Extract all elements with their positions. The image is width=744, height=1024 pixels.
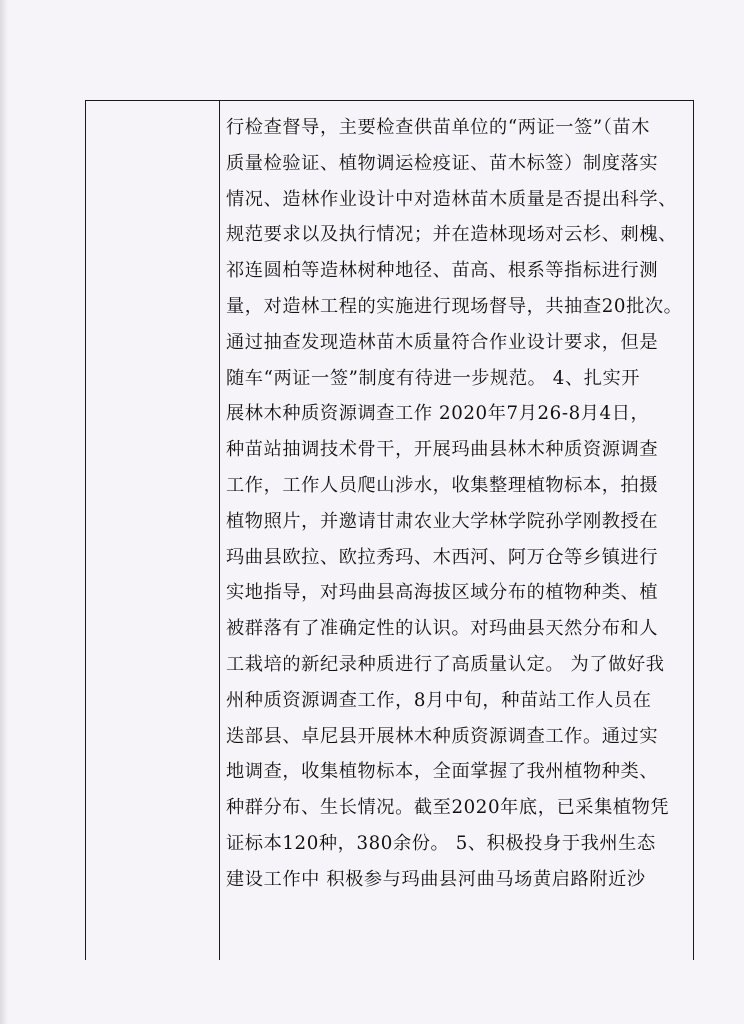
text-line: 工栽培的新纪录种质进行了高质量认定。 为了做好我	[226, 653, 665, 675]
text-line: 实地指导，对玛曲县高海拔区域分布的植物种类、植	[226, 582, 659, 604]
text-line: 工作，工作人员爬山涉水，收集整理植物标本，拍摄	[226, 474, 659, 496]
table-column-divider	[219, 100, 220, 960]
text-line: 州种质资源调查工作，8月中旬，种苗站工作人员在	[226, 689, 652, 711]
text-line: 被群落有了准确定性的认识。对玛曲县天然分布和人	[226, 618, 659, 640]
text-line: 建设工作中 积极参与玛曲县河曲马场黄启路附近沙	[226, 868, 646, 890]
text-line: 种苗站抽调技术骨干，开展玛曲县林木种质资源调查	[226, 439, 659, 461]
text-line: 量，对造林工程的实施进行现场督导，共抽查20批次。	[226, 295, 683, 317]
text-line: 规范要求以及执行情况；并在造林现场对云杉、刺槐、	[226, 224, 677, 246]
text-line: 玛曲县欧拉、欧拉秀玛、木西河、阿万仓等乡镇进行	[226, 546, 659, 568]
text-line: 随车“两证一签”制度有待进一步规范。 4、扎实开	[226, 367, 641, 389]
text-line: 迭部县、卓尼县开展林木种质资源调查工作。通过实	[226, 725, 659, 747]
text-line: 通过抽查发现造林苗木质量符合作业设计要求，但是	[226, 331, 659, 353]
text-line: 证标本120种，380余份。 5、积极投身于我州生态	[226, 832, 656, 854]
text-line: 植物照片，并邀请甘肃农业大学林学院孙学刚教授在	[226, 510, 659, 532]
text-line: 情况、造林作业设计中对造林苗木质量是否提出科学、	[226, 188, 677, 210]
content-cell	[226, 110, 688, 898]
text-line: 行检查督导，主要检查供苗单位的“两证一签”（苗木	[226, 117, 651, 138]
text-line: 质量检验证、植物调运检疫证、苗木标签）制度落实	[226, 152, 659, 174]
text-line: 地调查，收集植物标本，全面掌握了我州植物种类、	[226, 761, 659, 783]
scan-edge	[0, 0, 8, 1024]
text-line: 展林木种质资源调查工作 2020年7月26-8月4日，	[226, 403, 650, 425]
text-line: 祁连圆柏等造林树种地径、苗高、根系等指标进行测	[226, 260, 659, 282]
text-line: 种群分布、生长情况。截至2020年底，已采集植物凭	[226, 797, 670, 819]
